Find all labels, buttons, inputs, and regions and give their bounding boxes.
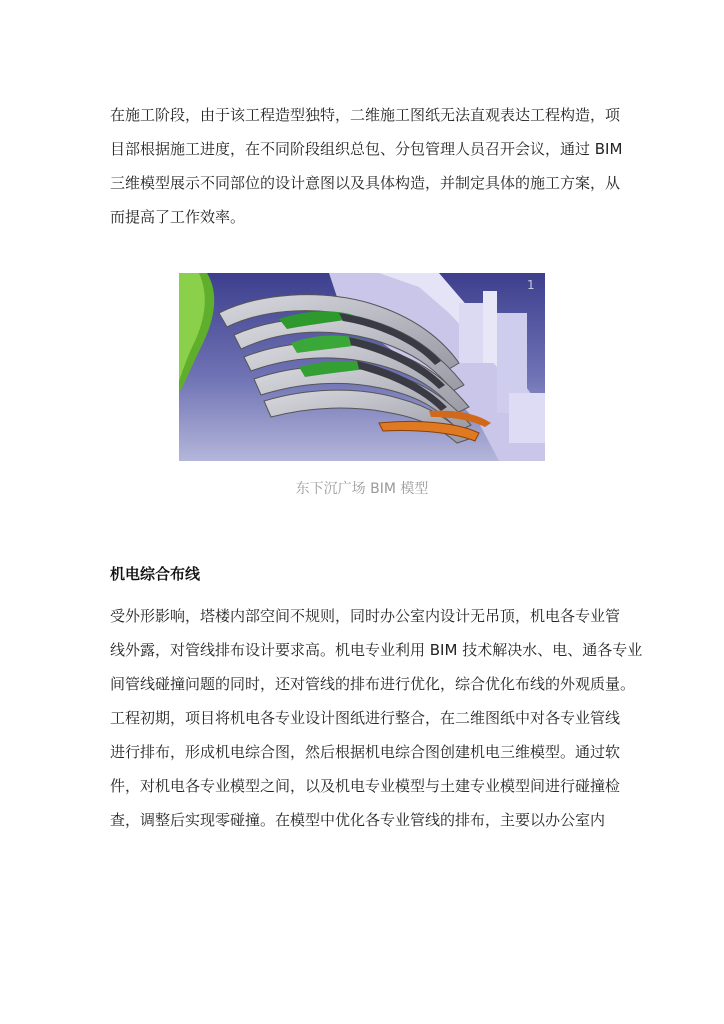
section-paragraph — [110, 599, 643, 837]
text-line: 三维模型展示不同部位的设计意图以及具体构造，并制定具体的施工方案，从 — [110, 174, 621, 192]
text-line: 而提高了工作效率。 — [110, 208, 246, 226]
bim-model-render — [179, 273, 545, 461]
section-heading: 机电综合布线 — [110, 565, 201, 583]
text-line: 进行排布，形成机电综合图，然后根据机电综合图创建机电三维模型。通过软 — [110, 743, 621, 761]
text-line: 受外形影响，塔楼内部空间不规则，同时办公室内设计无吊顶，机电各专业管 — [110, 607, 621, 625]
text-line: 查，调整后实现零碰撞。在模型中优化各专业管线的排布，主要以办公室内 — [110, 811, 606, 829]
text-line: 件，对机电各专业模型之间，以及机电专业模型与土建专业模型间进行碰撞检 — [110, 777, 621, 795]
figure-caption: 东下沉广场 BIM 模型 — [295, 481, 429, 497]
text-line: 间管线碰撞问题的同时，还对管线的排布进行优化，综合优化布线的外观质量。 — [110, 675, 636, 693]
text-line: 线外露，对管线排布设计要求高。机电专业利用 BIM 技术解决水、电、通各专业 — [110, 641, 643, 659]
bim-model-image — [179, 273, 545, 461]
intro-paragraph — [110, 98, 623, 234]
axis-mark: 1 — [527, 278, 535, 292]
text-line: 在施工阶段，由于该工程造型独特，二维施工图纸无法直观表达工程构造，项 — [110, 106, 621, 124]
text-line: 工程初期，项目将机电各专业设计图纸进行整合，在二维图纸中对各专业管线 — [110, 709, 621, 727]
text-line: 目部根据施工进度，在不同阶段组织总包、分包管理人员召开会议，通过 BIM — [110, 140, 623, 158]
